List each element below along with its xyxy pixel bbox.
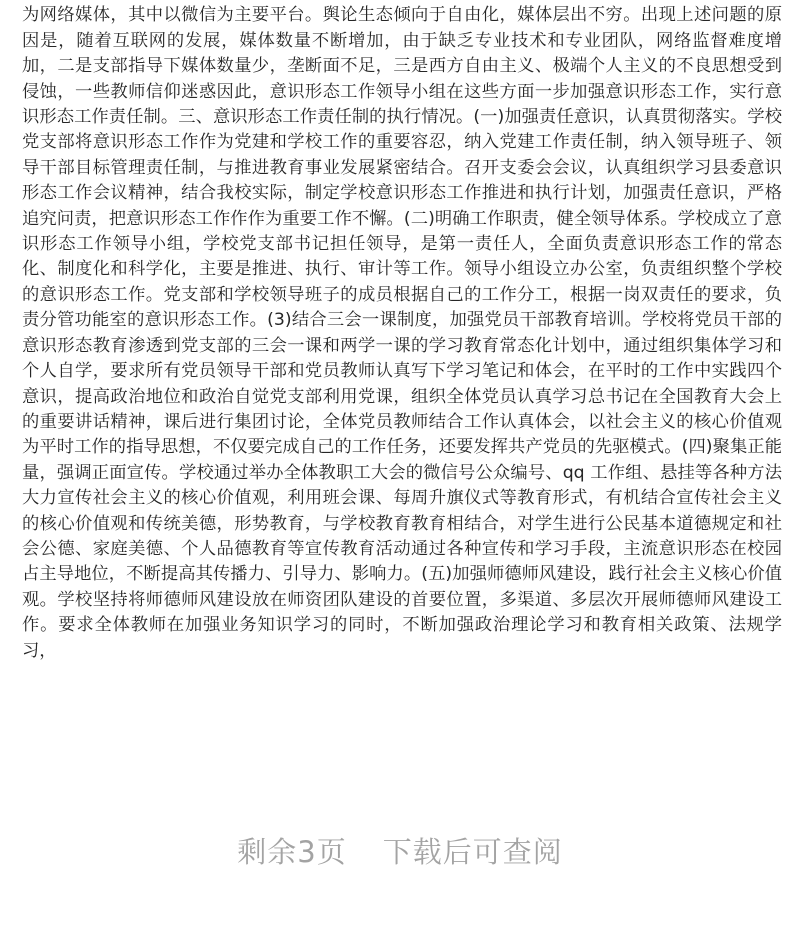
download-to-view-label: 下载后可查阅 bbox=[382, 835, 563, 869]
text-fade-overlay bbox=[0, 780, 800, 810]
remaining-pages-label: 剩余3页 bbox=[237, 835, 347, 869]
remaining-pages-banner[interactable] bbox=[0, 830, 800, 871]
document-body-text: 为网络媒体，其中以微信为主要平台。舆论生态倾向于自由化，媒体层出不穷。出现上述问题的原因是，随着互联网的发展，媒体数量不断增加，由于缺乏专业技术和专业团队，网络监督难度增加，二是支部指导下媒体数量少，垄断面不足，三是西方自由主义、极端个人主义的不良思想受到侵蚀，一些教师信仰迷惑因此，意识形态工作领导小组在这些方面一步加强意识形态工作，实行意识形态工作责任制。三、意识形态工作责任制的执行情况。(一)加强责任意识，认真贯彻落实。学校党支部将意识形态工作作为党建和学校工作的重要容忍，纳入党建工作责任制，纳入领导班子、领导干部目标管理责任制，与推进教育事业发展紧密结合。召开支委会会议，认真组织学习县委意识形态工作会议精神，结合我校实际，制定学校意识形态工作推进和执行计划，加强责任意识，严格追究问责，把意识形态工作作作为重要工作不懈。(二)明确工作职责，健全领导体系。学校成立了意识形态工作领导小组，学校党支部书记担任领导，是第一责任人，全面负责意识形态工作的常态化、制度化和科学化，主要是推进、执行、审计等工作。领导小组设立办公室，负责组织整个学校的意识形态工作。党支部和学校领导班子的成员根据自己的工作分工，根据一岗双责任的要求，负责分管功能室的意识形态工作。(3)结合三会一课制度，加强党员干部教育培训。学校将党员干部的意识形态教育渗透到党支部的三会一课和两学一课的学习教育常态化计划中，通过组织集体学习和个人自学，要求所有党员领导干部和党员教师认真写下学习笔记和体会，在平时的工作中实践四个意识，提高政治地位和政治自觉党支部利用党课，组织全体党员认真学习总书记在全国教育大会上的重要讲话精神，课后进行集团讨论，全体党员教师结合工作认真体会，以社会主义的核心价值观为平时工作的指导思想，不仅要完成自己的工作任务，还要发挥共产党员的先驱模式。(四)聚集正能量，强调正面宣传。学校通过举办全体教职工大会的微信号公众编号、qq 工作组、悬挂等各种方法大力宣传社会主义的核心价值观，利用班会课、每周升旗仪式等教育形式，有机结合宣传社会主义的核心价值观和传统美德，形势教育，与学校教育教育相结合，对学生进行公民基本道德规定和社会公德、家庭美德、个人品德教育等宣传教育活动通过各种宣传和学习手段，主流意识形态在校园占主导地位，不断提高其传播力、引导力、影响力。(五)加强师德师风建设，践行社会主义核心价值观。学校坚持将师德师风建设放在师资团队建设的首要位置，多渠道、多层次开展师德师风建设工作。要求全体教师在加强业务知识学习的同时，不断加强政治理论学习和教育相关政策、法规学习， bbox=[22, 5, 782, 661]
